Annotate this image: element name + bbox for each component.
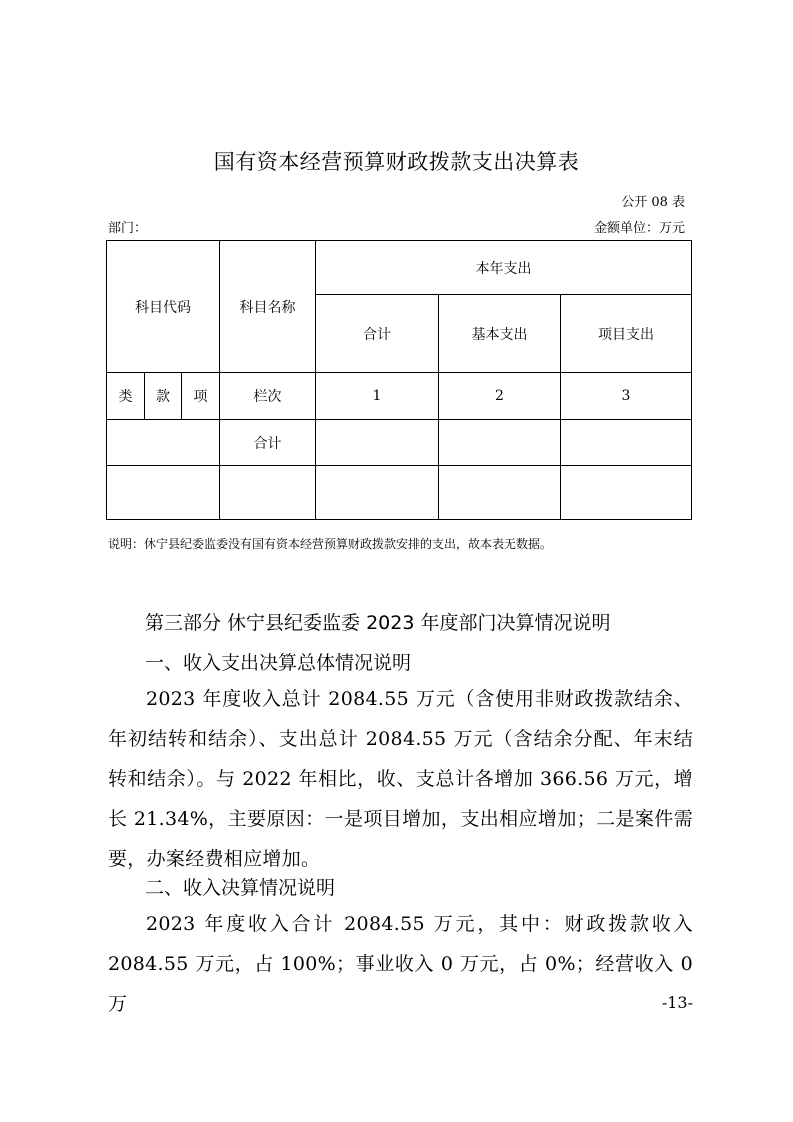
row-index-label: 栏次 <box>220 373 316 420</box>
heading-income-expense-overview: 一、收入支出决算总体情况说明 <box>145 652 412 674</box>
paragraph-income-expense-overview: 2023 年度收入总计 2084.55 万元（含使用非财政拨款结余、年初结转和结余）、支出总计 2084.55 万元（含结余分配、年末结转和结余）。与 2022 年相比，收、支总计各增加 366.56 万元，增长 21.34%，主要原因：一是项目增加，支出相应增加；二是案件需要，办案经费相应增加。 <box>108 688 693 870</box>
empty-row-project-cell <box>561 466 692 520</box>
header-subject-name: 科目名称 <box>220 241 316 373</box>
header-subject-code: 科目代码 <box>107 241 220 373</box>
header-current-year-expense: 本年支出 <box>316 241 692 295</box>
header-project-expense: 项目支出 <box>561 295 692 373</box>
section-title: 第三部分 休宁县纪委监委 2023 年度部门决算情况说明 <box>145 612 611 634</box>
paragraph-income-details: 2023 年度收入合计 2084.55 万元，其中：财政拨款收入 2084.55 万元，占 100%；事业收入 0 万元，占 0%；经营收入 0 万 <box>108 913 693 1015</box>
department-label: 部门： <box>108 221 148 236</box>
header-total: 合计 <box>316 295 439 373</box>
subheader-xiang: 项 <box>182 373 220 420</box>
table-note: 说明：休宁县纪委监委没有国有资本经营预算财政拨款安排的支出，故本表无数据。 <box>108 537 553 551</box>
header-basic-expense: 基本支出 <box>439 295 561 373</box>
total-row-label: 合计 <box>220 420 316 466</box>
empty-row-total-cell <box>316 466 439 520</box>
form-code: 公开 08 表 <box>621 195 685 210</box>
total-row-project-cell <box>561 420 692 466</box>
expenditure-table <box>106 240 692 520</box>
total-row-basic-cell <box>439 420 561 466</box>
index-cell-2: 2 <box>439 373 561 420</box>
subheader-kuan: 款 <box>145 373 182 420</box>
empty-row-basic-cell <box>439 466 561 520</box>
total-row-total-cell <box>316 420 439 466</box>
total-row-code-cell <box>107 420 220 466</box>
index-cell-1: 1 <box>316 373 439 420</box>
index-cell-3: 3 <box>561 373 692 420</box>
page-number: -13- <box>661 993 693 1012</box>
heading-income-details: 二、收入决算情况说明 <box>145 877 336 899</box>
subheader-lei: 类 <box>107 373 145 420</box>
empty-row-name-cell <box>220 466 316 520</box>
unit-label: 金额单位：万元 <box>593 221 685 236</box>
table-title: 国有资本经营预算财政拨款支出决算表 <box>213 150 580 174</box>
empty-row-code-cell <box>107 466 220 520</box>
